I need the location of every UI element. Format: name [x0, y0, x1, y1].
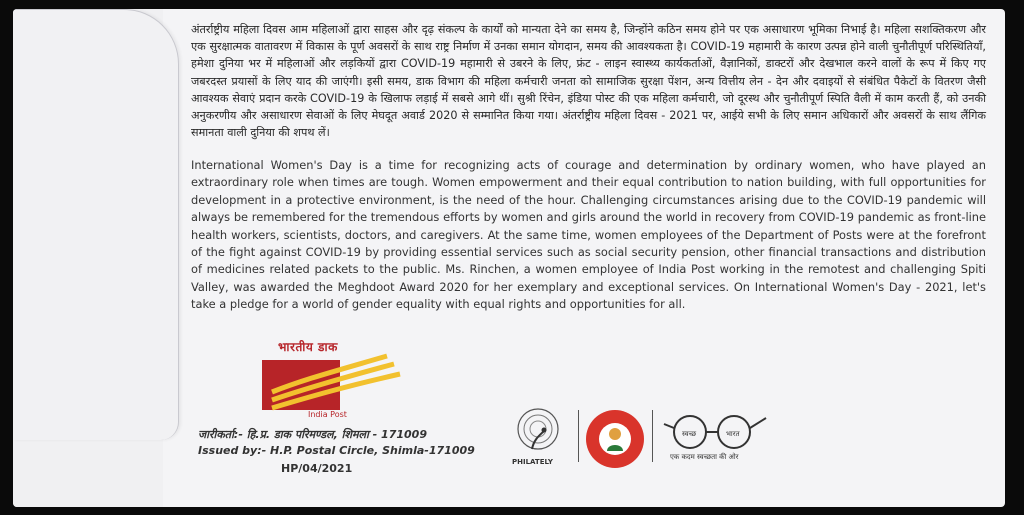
- swachh-right-label: भारत: [726, 430, 740, 438]
- envelope: [13, 9, 1005, 507]
- issue-code: HP/04/2021: [281, 462, 353, 475]
- india-post-hindi-label: भारतीय डाक: [278, 340, 338, 354]
- beti-bachao-figure-icon: [599, 423, 631, 455]
- philately-peacock-icon: [510, 405, 570, 465]
- india-post-caption: India Post: [308, 410, 347, 419]
- envelope-flap: [13, 9, 179, 440]
- hindi-paragraph: अंतर्राष्ट्रीय महिला दिवस आम महिलाओं द्वारा साहस और दृढ़ संकल्प के कार्यों को मान्यता देने का समय है, जिन्होंने कठिन समय होने पर एक असाधारण भूमिका निभाई है। महिला सशक्तिकरण और एक सुरक्षात्मक वातावरण में विकास के पूर्ण अवसरों के साथ राष्ट्र निर्माण में उनका समान योगदान, समय की आवश्यकता है। COVID-19 महामारी के कारण उत्पन्न होने वाली चुनौतीपूर्ण परिस्थितियाँ, हमेशा दुनिया भर में महिलाओं और लड़कियों द्वारा COVID-19 महामारी से उबरने के लिए, फ्रंट - लाइन स्वास्थ्य कार्यकर्ताओं, वैज्ञानिकों, डाक्टरों और देखभाल करने वालों के रूप में किए गए जबरदस्त प्रयासों के लिए याद की जाएंगी। इसी समय, डाक विभाग की महिला कर्मचारी जनता को सामाजिक सुरक्षा पेंशन, अन्य वित्तीय लेन - देन और दवाइयों से संबंधित पैकेटों के वितरण जैसी आवश्यक सेवाएं प्रदान करके COVID-19 के खिलाफ लड़ाई में सबसे आगे थीं। सुश्री रिंचेन, इंडिया पोस्ट की एक महिला कर्मचारी, जो दूरस्थ और चुनौतीपूर्ण स्पिति वैली में काम करती हैं, को उनकी अनुकरणीय और असाधारण सेवाओं के लिए मेघदूत अवार्ड 2020 से सम्मानित किया गया। अंतर्राष्ट्रीय महिला दिवस - 2021 पर, आईये सभी के लिए समान अधिकारों और अवसरों के साथ लैंगिक समानता वाली दुनिया की शपथ लें।: [191, 23, 986, 140]
- issued-by-english: Issued by:- H.P. Postal Circle, Shimla-171009: [198, 444, 475, 457]
- divider: [578, 410, 579, 462]
- india-post-logo: [262, 360, 340, 410]
- divider: [652, 410, 653, 462]
- swachh-left-label: स्वच्छ: [682, 430, 697, 438]
- english-paragraph: International Women's Day is a time for recognizing acts of courage and determination by ordinary women, who have played an extraordinary role when times are tough. Women empowerment and their equal contribution to nation building, with full opportunities for development in a protective environment, is the need of the hour. Challenging circumstances arising due to the COVID-19 pandemic will always be remembered for the tremendous efforts by women and girls around the world in recovery from COVID-19 pandemic as front-line health workers, scientists, doctors, and caregivers. At the same time, women employees of the Department of Posts were at the forefront of the fight against COVID-19 by providing essential services such as social security pension, other financial transactions and distribution of medicines related packets to the public. Ms. Rinchen, a women employee of India Post working in the remotest and challenging Spiti Valley, was awarded the Meghdoot Award 2020 for her exemplary and exceptional services. On International Women's Day - 2021, let's take a pledge for a world of gender equality with equal rights and opportunities for all.: [191, 158, 986, 312]
- swachh-caption: एक कदम स्वच्छता की ओर: [670, 453, 739, 461]
- issued-by-hindi: जारीकर्ता:- हि.प्र. डाक परिमण्डल, शिमला - 171009: [198, 428, 427, 441]
- philately-label: PHILATELY: [512, 458, 553, 466]
